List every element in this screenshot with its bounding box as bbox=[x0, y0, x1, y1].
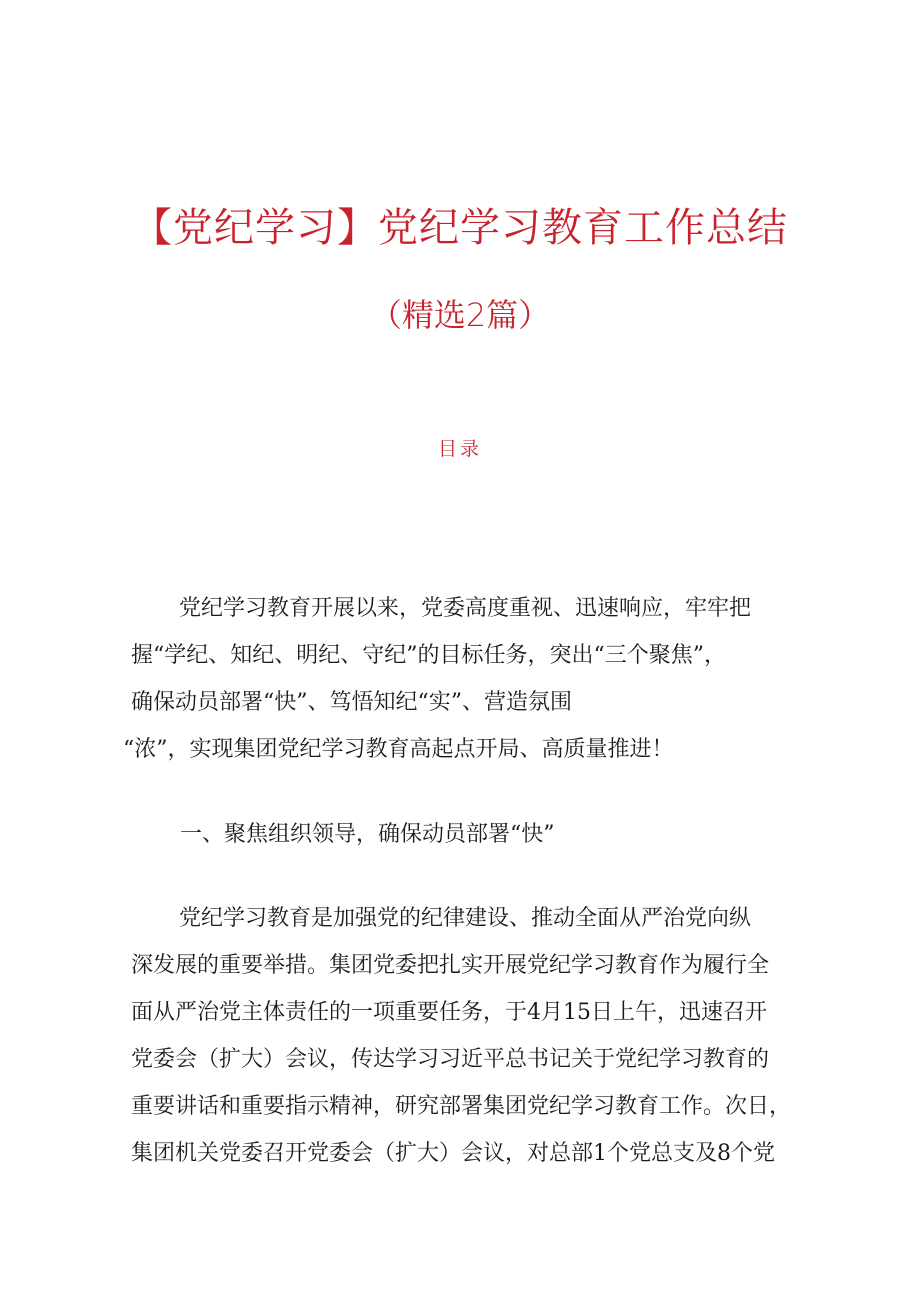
section-line: 面从严治党主体责任的一项重要任务，于4月15日上午，迅速召开 bbox=[131, 1000, 767, 1025]
document-title: 【党纪学习】党纪学习教育工作总结 bbox=[132, 205, 788, 251]
intro-line: “浓”，实现集团党纪学习教育高起点开局、高质量推进！ bbox=[123, 737, 674, 762]
section-line: 党纪学习教育是加强党的纪律建设、推动全面从严治党向纵 bbox=[179, 906, 752, 931]
intro-paragraph bbox=[123, 585, 796, 773]
intro-line: 确保动员部署“快”、笃悟知纪“实”、营造氛围 bbox=[131, 690, 572, 715]
intro-line: 党纪学习教育开展以来，党委高度重视、迅速响应，牢牢把 bbox=[179, 596, 752, 621]
section-line: 深发展的重要举措。集团党委把扎实开展党纪学习教育作为履行全 bbox=[131, 953, 770, 978]
section-line: 重要讲话和重要指示精神，研究部署集团党纪学习教育工作。次日， bbox=[131, 1094, 792, 1119]
section-line: 集团机关党委召开党委会（扩大）会议，对总部1个党总支及8个党 bbox=[131, 1141, 775, 1166]
table-of-contents-label: 目录 bbox=[437, 438, 482, 460]
intro-line: 握“学纪、知纪、明纪、守纪”的目标任务，突出“三个聚焦”， bbox=[131, 643, 726, 668]
section-line: 党委会（扩大）会议，传达学习习近平总书记关于党纪学习教育的 bbox=[131, 1047, 770, 1072]
section-paragraph bbox=[131, 895, 796, 1177]
document-subtitle: （精选2篇） bbox=[369, 296, 551, 334]
section-heading: 一、聚焦组织领导，确保动员部署“快” bbox=[180, 822, 555, 847]
